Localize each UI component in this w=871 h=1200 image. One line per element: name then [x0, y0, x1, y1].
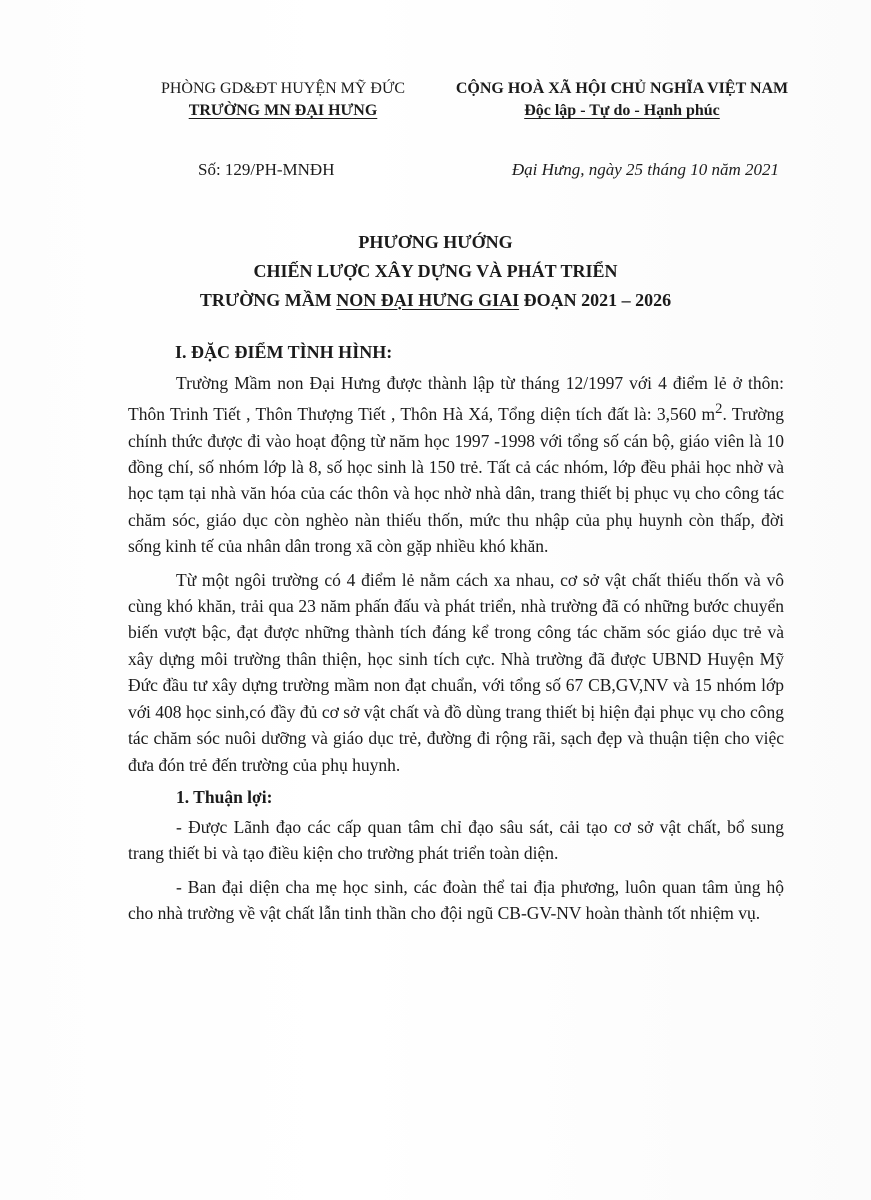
- nation-name: CỘNG HOÀ XÃ HỘI CHỦ NGHĨA VIỆT NAM: [455, 80, 789, 97]
- issuer-block: [138, 78, 428, 122]
- document-number: Số: 129/PH-MNĐH: [198, 160, 335, 179]
- document-title: [0, 228, 871, 315]
- title-line-3: [0, 286, 871, 315]
- title-line-3-start: TRƯỜNG MẦM: [199, 290, 337, 310]
- title-line-2: CHIẾN LƯỢC XÂY DỰNG VÀ PHÁT TRIỂN: [253, 261, 618, 281]
- national-header: [432, 78, 812, 122]
- paragraph-1: [128, 370, 784, 560]
- paragraph-1-part-a: Trường Mầm non Đại Hưng được thành lập từ tháng 12/1997 với 4 điểm lẻ ở thôn: Thôn Trinh Tiết , Thôn Thượng Tiết , Thôn Hà Xá, Tổng diện tích đất là: 3,560 m: [128, 373, 784, 425]
- advantage-item-1: - Được Lãnh đạo các cấp quan tâm chỉ đạo sâu sát, cải tạo cơ sở vật chất, bổ sung trang thiết bi và tạo điều kiện cho trường phát triển toàn diện.: [128, 816, 784, 864]
- title-line-3-underlined: NON ĐẠI HƯNG GIAI: [336, 290, 520, 310]
- title-line-3-end: ĐOẠN 2021 – 2026: [519, 290, 672, 310]
- national-motto: Độc lập - Tự do - Hạnh phúc: [524, 102, 720, 119]
- document-date: Đại Hưng, ngày 25 tháng 10 năm 2021: [511, 160, 779, 179]
- area-superscript: 2: [715, 401, 723, 418]
- document-body: [128, 370, 784, 927]
- title-line-1: PHƯƠNG HƯỚNG: [358, 232, 513, 252]
- paragraph-1-part-b: . Trường chính thức được đi vào hoạt động từ năm học 1997 -1998 với tổng số cán bộ, giáo viên là 10 đồng chí, số nhóm lớp là 8, số học sinh là 150 trẻ. Tất cả các nhóm, lớp đều phải học nhờ và học tạm tại nhà văn hóa của các thôn và học nhờ nhà dân, trang thiết bị phục vụ cho công tác chăm sóc, giáo dục còn nghèo nàn thiếu thốn, mức thu nhập của phụ huynh còn thấp, đời sống kinh tế của nhân dân trong xã còn gặp nhiều khó khăn.: [128, 404, 784, 557]
- paragraph-2: Từ một ngôi trường có 4 điểm lẻ nằm cách xa nhau, cơ sở vật chất thiếu thốn và vô cùng khó khăn, trải qua 23 năm phấn đấu và phát triển, nhà trường đã có những bước chuyển biến vượt bậc, đạt được những thành tích đáng kể trong công tác chăm sóc giáo dục trẻ và xây dựng môi trường thân thiện, học sinh tích cực. Nhà trường đã được UBND Huyện Mỹ Đức đầu tư xây dựng trường mầm non đạt chuẩn, với tổng số 67 CB,GV,NV và 15 nhóm lớp với 408 học sinh,có đầy đủ cơ sở vật chất và đồ dùng trang thiết bị hiện đại phục vụ cho công tác chăm sóc nuôi dưỡng và giáo dục trẻ, đường đi rộng rãi, sạch đẹp và thuận tiện cho việc đưa đón trẻ đến trường của phụ huynh.: [128, 569, 784, 775]
- school-name: TRƯỜNG MN ĐẠI HƯNG: [188, 102, 378, 119]
- advantage-item-2: - Ban đại diện cha mẹ học sinh, các đoàn thể tai địa phương, luôn quan tâm ủng hộ cho nhà trường về vật chất lẫn tinh thần cho đội ngũ CB-GV-NV hoàn thành tốt nhiệm vụ.: [128, 876, 784, 924]
- department-name: PHÒNG GD&ĐT HUYỆN MỸ ĐỨC: [160, 80, 406, 97]
- section-heading: I. ĐẶC ĐIỂM TÌNH HÌNH:: [175, 342, 393, 362]
- subsection-heading: 1. Thuận lợi:: [176, 786, 273, 807]
